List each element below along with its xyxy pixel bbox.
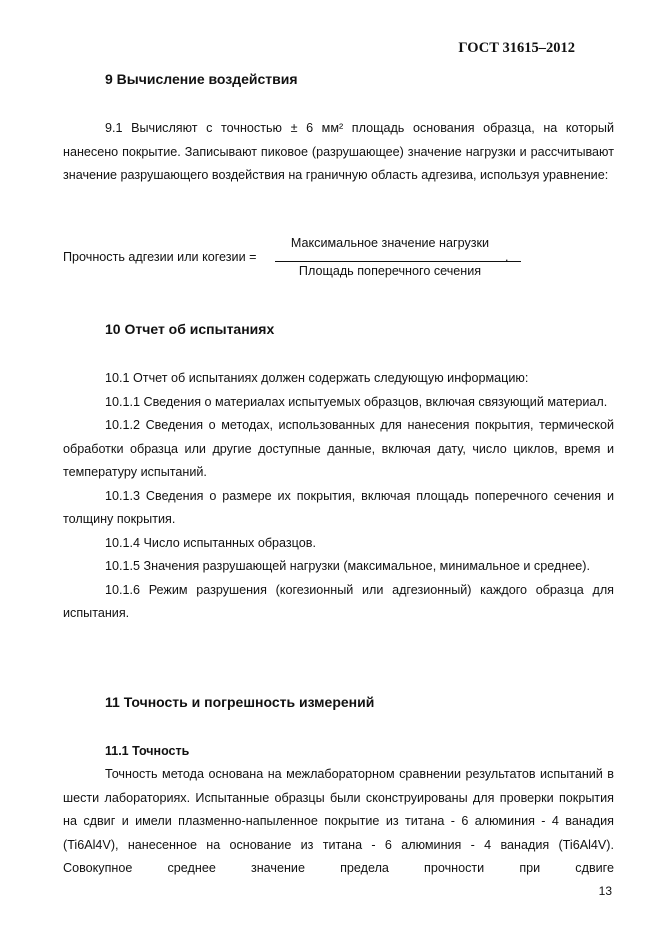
- formula-end-mark: .: [505, 250, 509, 264]
- formula-denominator: Площадь поперечного сечения: [298, 264, 482, 278]
- section-10-1-2: 10.1.2 Сведения о методах, использованных для нанесения покрытия, термической обработки образца или другие доступные данные, включая дату, число циклов, время и температуру испытаний.: [63, 418, 614, 479]
- section-11-heading: 11 Точность и погрешность измерений: [105, 694, 375, 710]
- section-10-1-1: 10.1.1 Сведения о материалах испытуемых образцов, включая связующий материал.: [105, 394, 608, 409]
- section-10-1-4: 10.1.4 Число испытанных образцов.: [105, 535, 316, 550]
- section-11-1-subheading: 11.1 Точность: [105, 744, 190, 758]
- section-10-1-6: 10.1.6 Режим разрушения (когезионный или адгезионный) каждого образца для испытания.: [63, 582, 614, 620]
- section-10-1-3: 10.1.3 Сведения о размере их покрытия, включая площадь поперечного сечения и толщину покрытия.: [63, 488, 614, 526]
- section-10-1: 10.1 Отчет об испытаниях должен содержать следующую информацию:: [105, 371, 529, 385]
- page-number: 13: [598, 884, 612, 898]
- formula-numerator: Максимальное значение нагрузки: [290, 236, 490, 250]
- section-10-body: [63, 367, 614, 626]
- section-9-heading: 9 Вычисление воздействия: [105, 71, 298, 87]
- strength-formula: [63, 234, 533, 284]
- section-10-1-5: 10.1.5 Значения разрушающей нагрузки (максимальное, минимальное и среднее).: [105, 559, 590, 573]
- standard-code: ГОСТ 31615–2012: [458, 40, 575, 56]
- section-10-heading: 10 Отчет об испытаниях: [105, 321, 275, 337]
- formula-lhs: Прочность адгезии или когезии =: [63, 250, 257, 264]
- section-11-body: [63, 763, 614, 881]
- section-9-1-paragraph: 9.1 Вычисляют с точностью ± 6 мм² площадь основания образца, на который нанесено покрытие. Записывают пиковое (разрушающее) значение нагрузки и рассчитывают значение разрушающего воздействия на граничную область адгезива, используя уравнение:: [63, 121, 614, 182]
- fraction-bar: [275, 261, 521, 262]
- section-11-1-paragraph: Точность метода основана на межлабораторном сравнении результатов испытаний в шести лабораториях. Испытанные образцы были сконструированы для проверки покрытия на сдвиг и имели плазменно-напыленное покрытие из титана - 6 алюминия - 4 ванадия (Ti6Al4V), нанесенное на основание из титана - 6 алюминия - 4 ванадия (Ti6Al4V). Совокупное среднее значение предела прочности при сдвиге: [63, 767, 614, 875]
- section-9-body: [63, 117, 614, 188]
